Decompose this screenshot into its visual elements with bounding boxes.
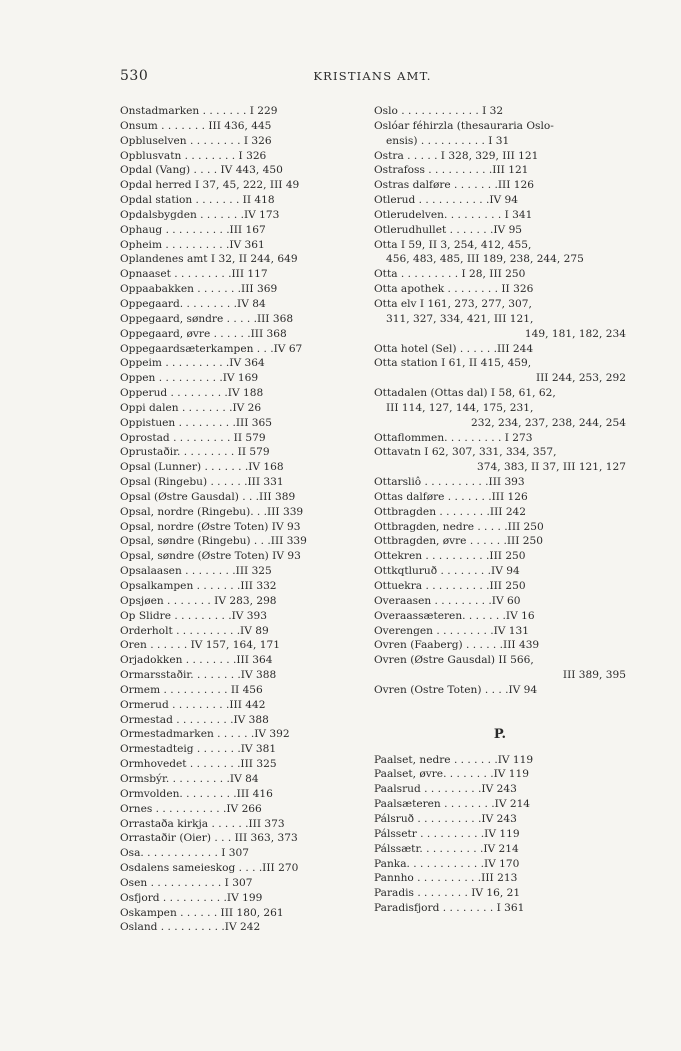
index-entry-continuation: 456, 483, 485, III 189, 238, 244, 275: [386, 253, 584, 266]
index-entry: Orrastaðir (Oier) . . . III 363, 373: [120, 832, 298, 845]
index-entry: Ormarsstaðir. . . . . . . .IV 388: [120, 669, 277, 682]
running-title: KRISTIANS AMT.: [313, 69, 432, 83]
index-entry: Ottekren . . . . . . . . . .III 250: [374, 550, 526, 563]
index-entry: Ormestadmarken . . . . . .IV 392: [120, 728, 290, 741]
index-entry: Ormhovedet . . . . . . . .III 325: [120, 758, 277, 771]
index-entry: Ottbragden . . . . . . . .III 242: [374, 505, 527, 518]
index-entry-continuation: III 244, 253, 292: [535, 372, 626, 385]
index-entry: Ottbragden, øvre . . . . . .III 250: [374, 535, 543, 548]
index-entry: Otta hotel (Sel) . . . . . .III 244: [374, 342, 534, 355]
index-entry: Onstadmarken . . . . . . . I 229: [120, 105, 278, 117]
index-entry: Paalsrud . . . . . . . . .IV 243: [374, 783, 517, 796]
index-entry: Opblusvatn . . . . . . . . I 326: [120, 149, 267, 162]
index-entry: Oplandenes amt I 32, II 244, 649: [120, 253, 298, 266]
index-entry: Paalset, øvre. . . . . . . .IV 119: [374, 768, 530, 781]
index-entry: Oppaabakken . . . . . . .III 369: [120, 283, 278, 296]
index-entry: Oppi dalen . . . . . . . .IV 26: [120, 401, 262, 414]
index-entry: Otlerudelven. . . . . . . . . I 341: [374, 208, 533, 221]
page-number: 530: [120, 68, 149, 84]
index-entry: Opsal (Østre Gausdal) . . .III 389: [120, 490, 296, 503]
index-entry: Pálssætr. . . . . . . . . .IV 214: [374, 842, 519, 855]
index-entry: Ormestad . . . . . . . . .IV 388: [120, 713, 269, 726]
index-entry: Ovren (Østre Gausdal) II 566,: [374, 654, 534, 667]
index-entry: Paalset, nedre . . . . . . .IV 119: [374, 753, 534, 766]
index-entry: Oren . . . . . . IV 157, 164, 171: [120, 639, 280, 652]
index-entry: Orjadokken . . . . . . . .III 364: [120, 654, 273, 667]
index-entry-continuation: III 114, 127, 144, 175, 231,: [386, 401, 534, 414]
index-entry-continuation: 149, 181, 182, 234: [524, 327, 626, 340]
index-entry: Oprostad . . . . . . . . . II 579: [120, 431, 266, 444]
index-entry: Ovren (Ostre Toten) . . . .IV 94: [374, 683, 538, 696]
index-entry: Oppegaard. . . . . . . . .IV 84: [120, 297, 266, 310]
index-entry: Ottkqtluruð . . . . . . . .IV 94: [374, 565, 520, 578]
index-column-right: [374, 104, 626, 916]
index-entry: Pálssetr . . . . . . . . . .IV 119: [374, 827, 520, 840]
index-column-left: [120, 104, 357, 935]
index-entry: Ophaug . . . . . . . . . .III 167: [120, 223, 266, 236]
index-entry: Ostras dalføre . . . . . . .III 126: [374, 179, 534, 192]
index-entry: Oslóar féhirzla (thesauraria Oslo-: [374, 119, 554, 132]
index-entry: Opsalkampen . . . . . . .III 332: [120, 580, 277, 592]
index-entry: Oslo . . . . . . . . . . . . I 32: [374, 105, 504, 117]
index-entry: Ottbragden, nedre . . . . .III 250: [374, 520, 544, 533]
index-entry: Op Slidre . . . . . . . . .IV 393: [120, 609, 268, 622]
index-entry: Ottas dalføre . . . . . . .III 126: [374, 490, 528, 503]
index-entry: Ottarsliô . . . . . . . . . .III 393: [374, 476, 525, 489]
index-entry: Otta station I 61, II 415, 459,: [374, 357, 532, 370]
index-entry: Ormvolden. . . . . . . . .III 416: [120, 787, 273, 800]
index-entry: Ormem . . . . . . . . . . II 456: [120, 683, 263, 696]
index-entry: Opdal herred I 37, 45, 222, III 49: [120, 179, 300, 192]
index-entry-continuation: 374, 383, II 37, III 121, 127: [477, 461, 626, 474]
index-entry: Overaasen . . . . . . . . .IV 60: [374, 594, 521, 607]
index-entry: Osen . . . . . . . . . . . I 307: [120, 876, 253, 889]
index-entry: Otta . . . . . . . . . I 28, III 250: [374, 268, 526, 281]
index-entry: Oppegaard, søndre . . . . .III 368: [120, 312, 294, 325]
index-entry: Oppistuen . . . . . . . . .III 365: [120, 416, 273, 429]
index-entry-continuation: ensis) . . . . . . . . . . I 31: [386, 134, 510, 147]
index-entry: Opheim . . . . . . . . . .IV 361: [120, 238, 265, 251]
index-entry: Ormerud . . . . . . . . .III 442: [120, 698, 266, 711]
index-entry: Opsal, nordre (Ringebu). . .III 339: [120, 505, 304, 518]
index-entry: Opsjøen . . . . . . . IV 283, 298: [120, 594, 277, 607]
index-entry: Otta I 59, II 3, 254, 412, 455,: [374, 238, 532, 251]
index-entry: Ornes . . . . . . . . . . .IV 266: [120, 802, 262, 815]
index-entry: Oppeim . . . . . . . . . .IV 364: [120, 357, 265, 370]
index-entry: Osfjord . . . . . . . . . .IV 199: [120, 891, 263, 904]
index-entry: Oppen . . . . . . . . . .IV 169: [120, 372, 259, 385]
index-entry: Ottaflommen. . . . . . . . . I 273: [374, 431, 533, 444]
page-header: [120, 68, 625, 88]
index-entry: Oskampen . . . . . . III 180, 261: [120, 906, 284, 919]
index-entry: Paalsæteren . . . . . . . .IV 214: [374, 798, 531, 811]
index-entry: Otta elv I 161, 273, 277, 307,: [374, 297, 532, 310]
index-entry: Opsalaasen . . . . . . . .III 325: [120, 565, 272, 578]
index-entry-continuation: 232, 234, 237, 238, 244, 254: [471, 416, 626, 429]
index-entry: Orrastaða kirkja . . . . . .III 373: [120, 817, 285, 830]
index-entry: Opsal, søndre (Østre Toten) IV 93: [120, 550, 301, 563]
index-entry-continuation: III 389, 395: [562, 669, 626, 682]
index-entry: Ostra . . . . . I 328, 329, III 121: [374, 149, 539, 162]
index-entry: Overaassæteren. . . . . . .IV 16: [374, 609, 535, 622]
index-entry: Paradisfjord . . . . . . . . I 361: [374, 902, 525, 915]
index-entry: Opdal station . . . . . . . II 418: [120, 194, 275, 207]
index-entry: Ormsbýr. . . . . . . . . .IV 84: [120, 772, 259, 785]
index-entry: Osland . . . . . . . . . .IV 242: [120, 921, 261, 934]
index-entry: Onsum . . . . . . . III 436, 445: [120, 119, 272, 132]
index-entry: Oppegaardsæterkampen . . .IV 67: [120, 342, 303, 355]
index-entry: Opsal (Lunner) . . . . . . .IV 168: [120, 461, 284, 474]
index-entry: Ottuekra . . . . . . . . . .III 250: [374, 580, 526, 592]
index-entry: Osdalens sameieskog . . . .III 270: [120, 862, 299, 875]
index-entry: Oprustaðir. . . . . . . . . II 579: [120, 446, 270, 459]
index-entry: Otlerud . . . . . . . . . . .IV 94: [374, 194, 519, 207]
index-entry: Opsal, nordre (Østre Toten) IV 93: [120, 520, 301, 533]
index-entry: Otlerudhullet . . . . . . .IV 95: [374, 223, 523, 236]
index-entry: Panka. . . . . . . . . . . .IV 170: [374, 857, 520, 870]
index-entry: Pálsruð . . . . . . . . . .IV 243: [374, 812, 517, 825]
index-entry: Opsal (Ringebu) . . . . . .III 331: [120, 476, 284, 489]
index-entry: Paradis . . . . . . . . IV 16, 21: [374, 887, 521, 900]
index-entry: Opdal (Vang) . . . . IV 443, 450: [120, 164, 283, 177]
index-entry: Opnaaset . . . . . . . . .III 117: [120, 268, 268, 281]
index-entry: Osa. . . . . . . . . . . . I 307: [120, 847, 250, 860]
index-entry: Oppegaard, øvre . . . . . .III 368: [120, 327, 287, 340]
index-entry: Ottavatn I 62, 307, 331, 334, 357,: [374, 446, 557, 459]
index-entry: Opperud . . . . . . . . .IV 188: [120, 387, 264, 400]
index-entry: Opsal, søndre (Ringebu) . . .III 339: [120, 535, 307, 548]
index-entry: Orderholt . . . . . . . . . .IV 89: [120, 624, 269, 637]
index-entry: Ottadalen (Ottas dal) I 58, 61, 62,: [374, 387, 556, 400]
index-entry: Otta apothek . . . . . . . . II 326: [374, 283, 534, 296]
index-entry-continuation: 311, 327, 334, 421, III 121,: [386, 312, 534, 325]
index-entry: Ostrafoss . . . . . . . . . .III 121: [374, 164, 529, 177]
index-entry: Ormestadteig . . . . . . .IV 381: [120, 743, 277, 756]
index-entry: Opdalsbygden . . . . . . .IV 173: [120, 208, 280, 221]
index-entry: Overengen . . . . . . . . .IV 131: [374, 624, 530, 637]
index-entry: Pannho . . . . . . . . . .III 213: [374, 872, 518, 885]
index-entry: Opbluselven . . . . . . . . I 326: [120, 134, 272, 147]
index-entry: Ovren (Faaberg) . . . . . .III 439: [374, 639, 540, 652]
section-letter-heading: P.: [493, 726, 507, 742]
